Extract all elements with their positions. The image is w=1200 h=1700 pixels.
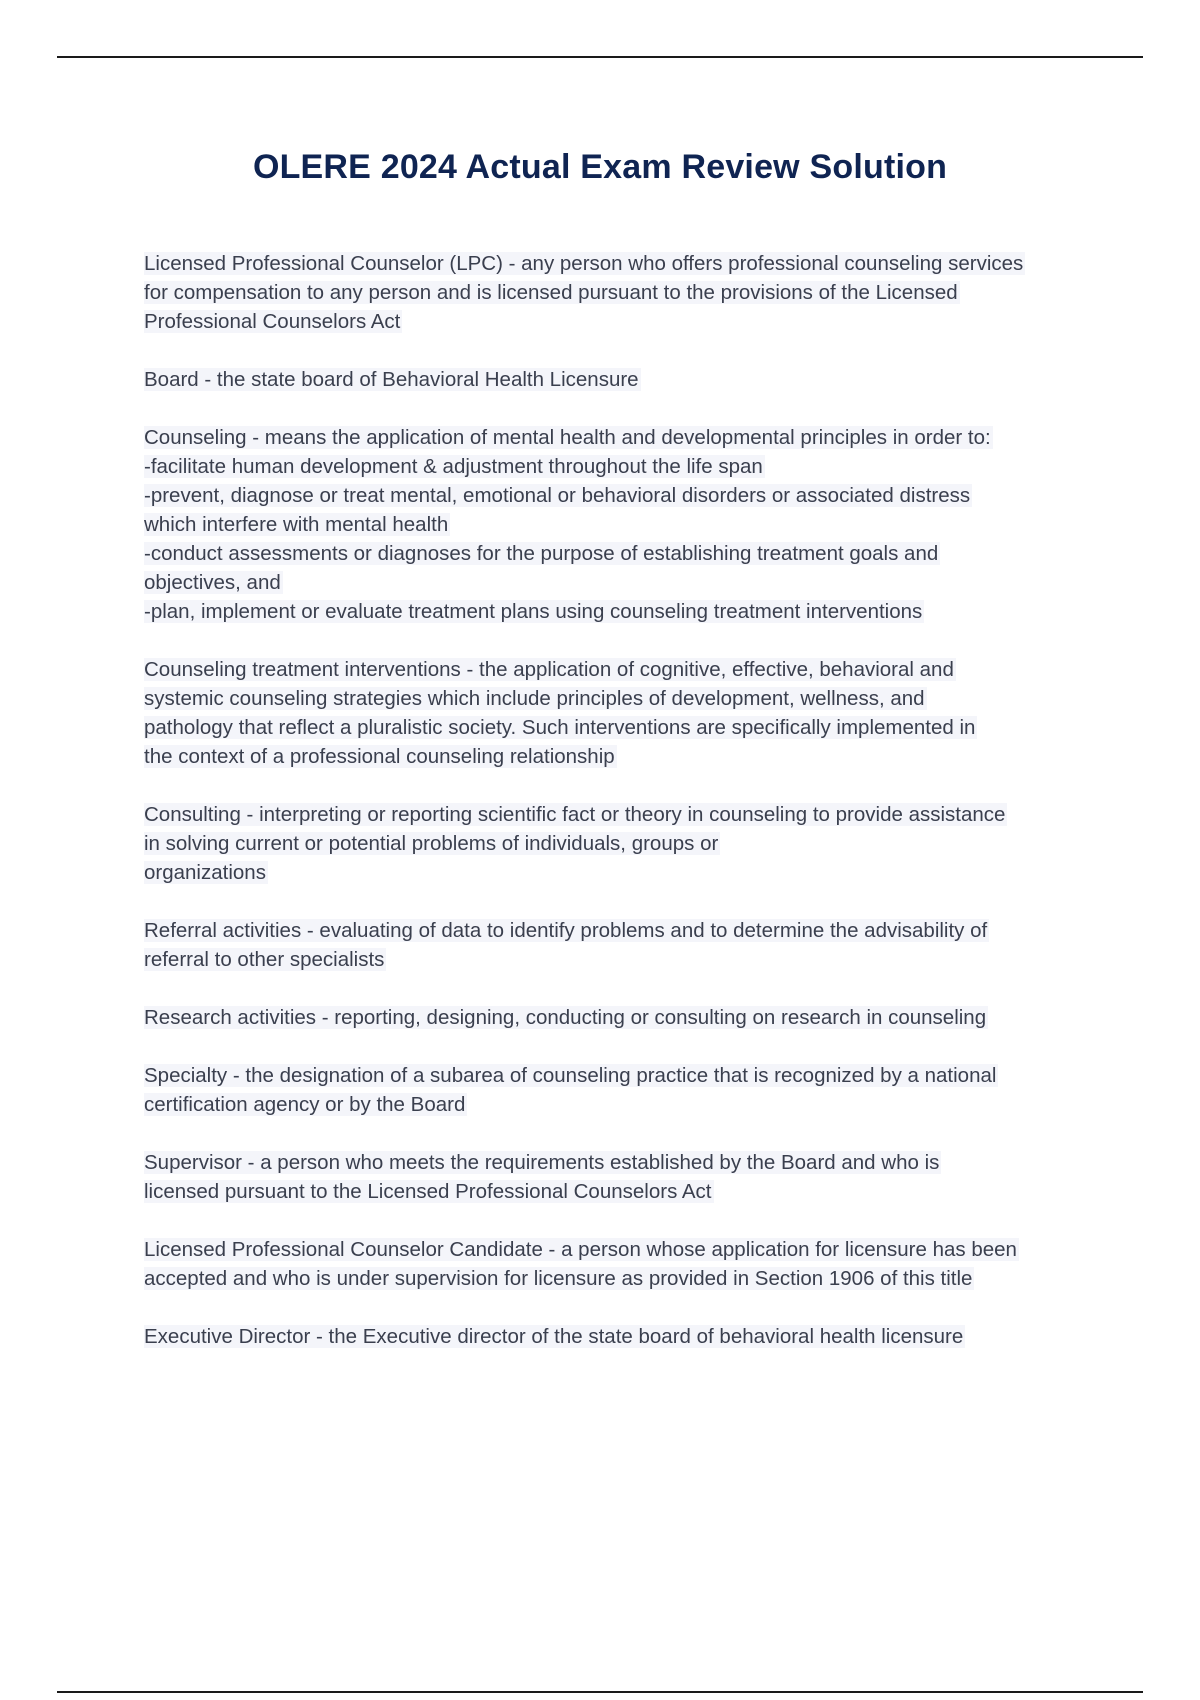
definition-entry [144, 1322, 1094, 1351]
definition-line-text: systemic counseling strategies which include principles of development, wellness, and [144, 687, 925, 710]
definition-entry [144, 916, 1094, 974]
definition-entry [144, 1148, 1094, 1206]
definition-line [144, 1061, 1094, 1090]
definition-line [144, 916, 1094, 945]
definition-line-text: -prevent, diagnose or treat mental, emotional or behavioral disorders or associated distress [144, 484, 971, 507]
definition-line [144, 278, 1094, 307]
definition-entry [144, 1235, 1094, 1293]
definition-line-text: -conduct assessments or diagnoses for the purpose of establishing treatment goals and [144, 542, 939, 565]
definition-line [144, 1177, 1094, 1206]
definition-entry [144, 655, 1094, 771]
definition-line-text: in solving current or potential problems of individuals, groups or [144, 832, 719, 855]
definition-entry [144, 1061, 1094, 1119]
bottom-rule [57, 1691, 1143, 1693]
definition-line-text: objectives, and [144, 571, 281, 594]
definition-line [144, 945, 1094, 974]
definition-line [144, 713, 1094, 742]
definition-line [144, 423, 1094, 452]
definition-line-text: -facilitate human development & adjustment throughout the life span [144, 455, 763, 478]
definition-line [144, 510, 1094, 539]
definition-line-text: pathology that reflect a pluralistic society. Such interventions are specifically implemented in [144, 716, 976, 739]
definition-entry [144, 1003, 1094, 1032]
definition-line [144, 1090, 1094, 1119]
definition-line-text: Professional Counselors Act [144, 310, 401, 333]
definition-line [144, 539, 1094, 568]
definition-line [144, 829, 1094, 858]
definition-line-text: Counseling - means the application of mental health and developmental principles in order to: [144, 426, 991, 449]
definition-line-text: licensed pursuant to the Licensed Professional Counselors Act [144, 1180, 712, 1203]
definition-line [144, 365, 1094, 394]
definition-line [144, 481, 1094, 510]
definition-line-text: the context of a professional counseling relationship [144, 745, 615, 768]
definition-line-text: which interfere with mental health [144, 513, 449, 536]
definition-line [144, 568, 1094, 597]
definition-line [144, 307, 1094, 336]
definition-line [144, 858, 1094, 887]
definition-line-text: Consulting - interpreting or reporting scientific fact or theory in counseling to provide assistance [144, 803, 1006, 826]
definition-line-text: organizations [144, 861, 266, 884]
definition-line-text: Board - the state board of Behavioral Health Licensure [144, 368, 639, 391]
definition-entry [144, 423, 1094, 626]
definition-line [144, 655, 1094, 684]
definition-line [144, 452, 1094, 481]
definition-line [144, 597, 1094, 626]
definition-line-text: Supervisor - a person who meets the requirements established by the Board and who is [144, 1151, 940, 1174]
definition-line [144, 1148, 1094, 1177]
definition-line-text: -plan, implement or evaluate treatment plans using counseling treatment interventions [144, 600, 923, 623]
definition-line [144, 800, 1094, 829]
definition-line-text: Research activities - reporting, designing, conducting or consulting on research in counseling [144, 1006, 987, 1029]
definition-line [144, 1322, 1094, 1351]
definition-line [144, 1235, 1094, 1264]
definition-entry [144, 249, 1094, 336]
definition-line-text: Licensed Professional Counselor Candidate - a person whose application for licensure has been [144, 1238, 1017, 1261]
definition-line-text: accepted and who is under supervision for licensure as provided in Section 1906 of this title [144, 1267, 973, 1290]
definitions-list [144, 249, 1094, 1380]
definition-line-text: Counseling treatment interventions - the application of cognitive, effective, behavioral and [144, 658, 954, 681]
definition-line-text: for compensation to any person and is licensed pursuant to the provisions of the Licensed [144, 281, 958, 304]
definition-line-text: Specialty - the designation of a subarea of counseling practice that is recognized by a national [144, 1064, 997, 1087]
definition-line [144, 742, 1094, 771]
definition-line [144, 684, 1094, 713]
definition-line-text: Referral activities - evaluating of data to identify problems and to determine the advisability of [144, 919, 988, 942]
definition-line-text: Executive Director - the Executive director of the state board of behavioral health licensure [144, 1325, 964, 1348]
definition-line-text: referral to other specialists [144, 948, 385, 971]
definition-line-text: certification agency or by the Board [144, 1093, 466, 1116]
definition-entry [144, 365, 1094, 394]
definition-line-text: Licensed Professional Counselor (LPC) - any person who offers professional counseling services [144, 252, 1024, 275]
document-title: OLERE 2024 Actual Exam Review Solution [252, 148, 948, 186]
definition-entry [144, 800, 1094, 887]
definition-line [144, 1264, 1094, 1293]
definition-line [144, 249, 1094, 278]
top-rule [57, 56, 1143, 58]
definition-line [144, 1003, 1094, 1032]
